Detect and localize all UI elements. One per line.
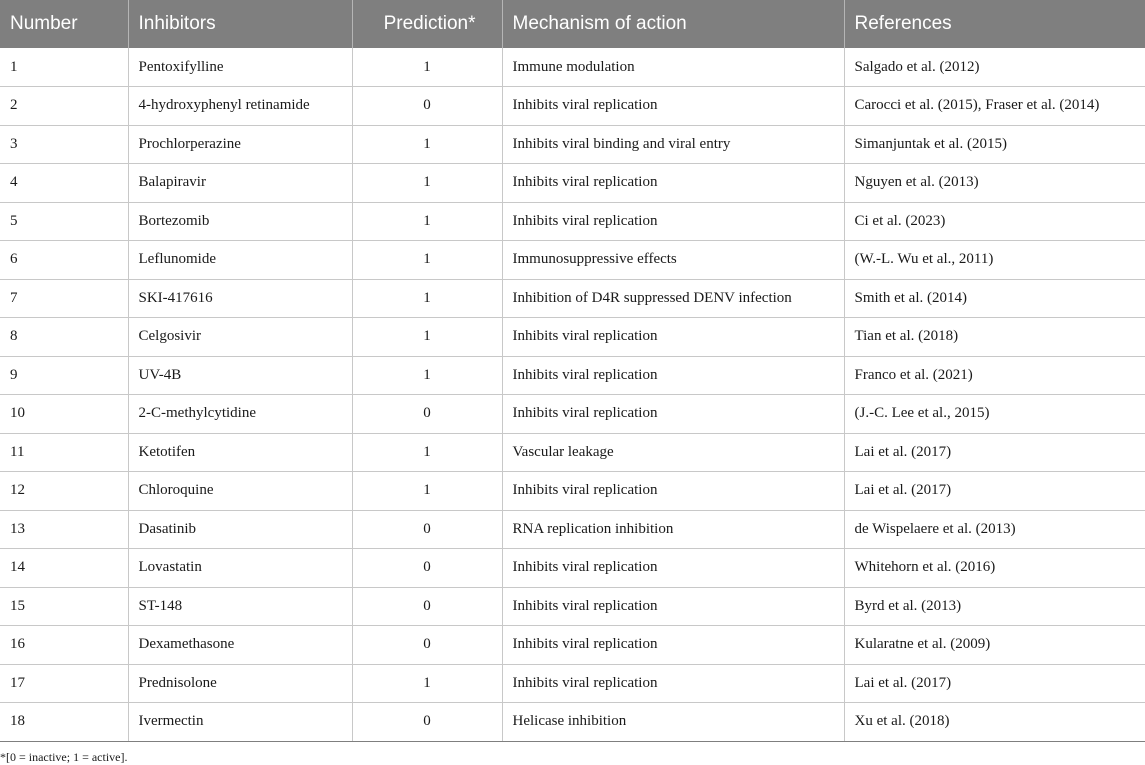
cell-mechanism: Inhibits viral replication [502,356,844,395]
cell-number: 15 [0,587,128,626]
cell-reference: (J.-C. Lee et al., 2015) [844,395,1145,434]
table-row [0,356,1145,395]
table-row [0,164,1145,203]
cell-prediction: 0 [352,626,502,665]
cell-inhibitor: 4-hydroxyphenyl retinamide [128,87,352,126]
table-row [0,87,1145,126]
header-row [0,0,1145,48]
table-header [0,0,1145,48]
cell-prediction: 1 [352,318,502,357]
cell-prediction: 1 [352,48,502,87]
cell-mechanism: Inhibits viral replication [502,549,844,588]
cell-inhibitor: Leflunomide [128,241,352,280]
cell-inhibitor: Dexamethasone [128,626,352,665]
cell-mechanism: Inhibition of D4R suppressed DENV infection [502,279,844,318]
cell-prediction: 0 [352,87,502,126]
cell-prediction: 1 [352,125,502,164]
cell-reference: Nguyen et al. (2013) [844,164,1145,203]
cell-prediction: 1 [352,433,502,472]
cell-prediction: 1 [352,202,502,241]
cell-mechanism: Immune modulation [502,48,844,87]
cell-mechanism: Inhibits viral replication [502,472,844,511]
cell-number: 4 [0,164,128,203]
cell-reference: Franco et al. (2021) [844,356,1145,395]
table-row [0,703,1145,742]
table-body [0,48,1145,741]
cell-inhibitor: Pentoxifylline [128,48,352,87]
cell-prediction: 1 [352,664,502,703]
cell-number: 17 [0,664,128,703]
cell-prediction: 1 [352,356,502,395]
cell-mechanism: Inhibits viral replication [502,664,844,703]
cell-reference: Kularatne et al. (2009) [844,626,1145,665]
cell-mechanism: Inhibits viral replication [502,87,844,126]
cell-mechanism: Inhibits viral binding and viral entry [502,125,844,164]
cell-inhibitor: SKI-417616 [128,279,352,318]
cell-number: 9 [0,356,128,395]
cell-number: 6 [0,241,128,280]
cell-number: 13 [0,510,128,549]
cell-inhibitor: Celgosivir [128,318,352,357]
cell-prediction: 0 [352,549,502,588]
table-row [0,202,1145,241]
cell-reference: Whitehorn et al. (2016) [844,549,1145,588]
cell-reference: Simanjuntak et al. (2015) [844,125,1145,164]
cell-reference: Xu et al. (2018) [844,703,1145,742]
table-footnote: *[0 = inactive; 1 = active]. [0,750,128,764]
cell-mechanism: Immunosuppressive effects [502,241,844,280]
cell-number: 18 [0,703,128,742]
header-inhibitors: Inhibitors [128,0,352,48]
cell-mechanism: RNA replication inhibition [502,510,844,549]
table-row [0,510,1145,549]
cell-reference: Tian et al. (2018) [844,318,1145,357]
table-row [0,125,1145,164]
cell-mechanism: Inhibits viral replication [502,626,844,665]
cell-number: 5 [0,202,128,241]
table-row [0,549,1145,588]
cell-number: 1 [0,48,128,87]
cell-mechanism: Inhibits viral replication [502,395,844,434]
cell-mechanism: Vascular leakage [502,433,844,472]
cell-reference: Lai et al. (2017) [844,472,1145,511]
cell-number: 11 [0,433,128,472]
table-row [0,395,1145,434]
cell-reference: (W.-L. Wu et al., 2011) [844,241,1145,280]
cell-prediction: 1 [352,241,502,280]
cell-mechanism: Inhibits viral replication [502,202,844,241]
header-mechanism: Mechanism of action [502,0,844,48]
table-row [0,279,1145,318]
cell-reference: de Wispelaere et al. (2013) [844,510,1145,549]
table-row [0,241,1145,280]
cell-prediction: 0 [352,703,502,742]
cell-prediction: 1 [352,472,502,511]
cell-inhibitor: Lovastatin [128,549,352,588]
cell-reference: Lai et al. (2017) [844,433,1145,472]
cell-inhibitor: Chloroquine [128,472,352,511]
cell-reference: Ci et al. (2023) [844,202,1145,241]
cell-inhibitor: Prednisolone [128,664,352,703]
cell-mechanism: Inhibits viral replication [502,164,844,203]
cell-number: 12 [0,472,128,511]
cell-mechanism: Inhibits viral replication [502,587,844,626]
cell-reference: Salgado et al. (2012) [844,48,1145,87]
cell-inhibitor: Prochlorperazine [128,125,352,164]
cell-mechanism: Helicase inhibition [502,703,844,742]
cell-prediction: 0 [352,587,502,626]
header-number: Number [10,13,78,34]
header-prediction: Prediction* [352,0,502,48]
cell-inhibitor: Balapiravir [128,164,352,203]
table-row [0,626,1145,665]
table-row [0,318,1145,357]
cell-reference: Smith et al. (2014) [844,279,1145,318]
cell-mechanism: Inhibits viral replication [502,318,844,357]
header-references: References [844,0,1145,48]
cell-inhibitor: UV-4B [128,356,352,395]
cell-inhibitor: Ivermectin [128,703,352,742]
table-row [0,433,1145,472]
cell-inhibitor: ST-148 [128,587,352,626]
table-row [0,48,1145,87]
cell-reference: Carocci et al. (2015), Fraser et al. (2014) [844,87,1145,126]
table-row [0,587,1145,626]
cell-number: 16 [0,626,128,665]
cell-prediction: 1 [352,279,502,318]
table-row [0,664,1145,703]
cell-number: 14 [0,549,128,588]
cell-reference: Byrd et al. (2013) [844,587,1145,626]
cell-inhibitor: Ketotifen [128,433,352,472]
cell-inhibitor: Bortezomib [128,202,352,241]
cell-prediction: 0 [352,510,502,549]
cell-number: 7 [0,279,128,318]
cell-number: 10 [0,395,128,434]
cell-number: 3 [0,125,128,164]
cell-number: 2 [0,87,128,126]
cell-prediction: 0 [352,395,502,434]
cell-prediction: 1 [352,164,502,203]
table-row [0,472,1145,511]
cell-inhibitor: Dasatinib [128,510,352,549]
cell-inhibitor: 2-C-methylcytidine [128,395,352,434]
cell-number: 8 [0,318,128,357]
cell-reference: Lai et al. (2017) [844,664,1145,703]
